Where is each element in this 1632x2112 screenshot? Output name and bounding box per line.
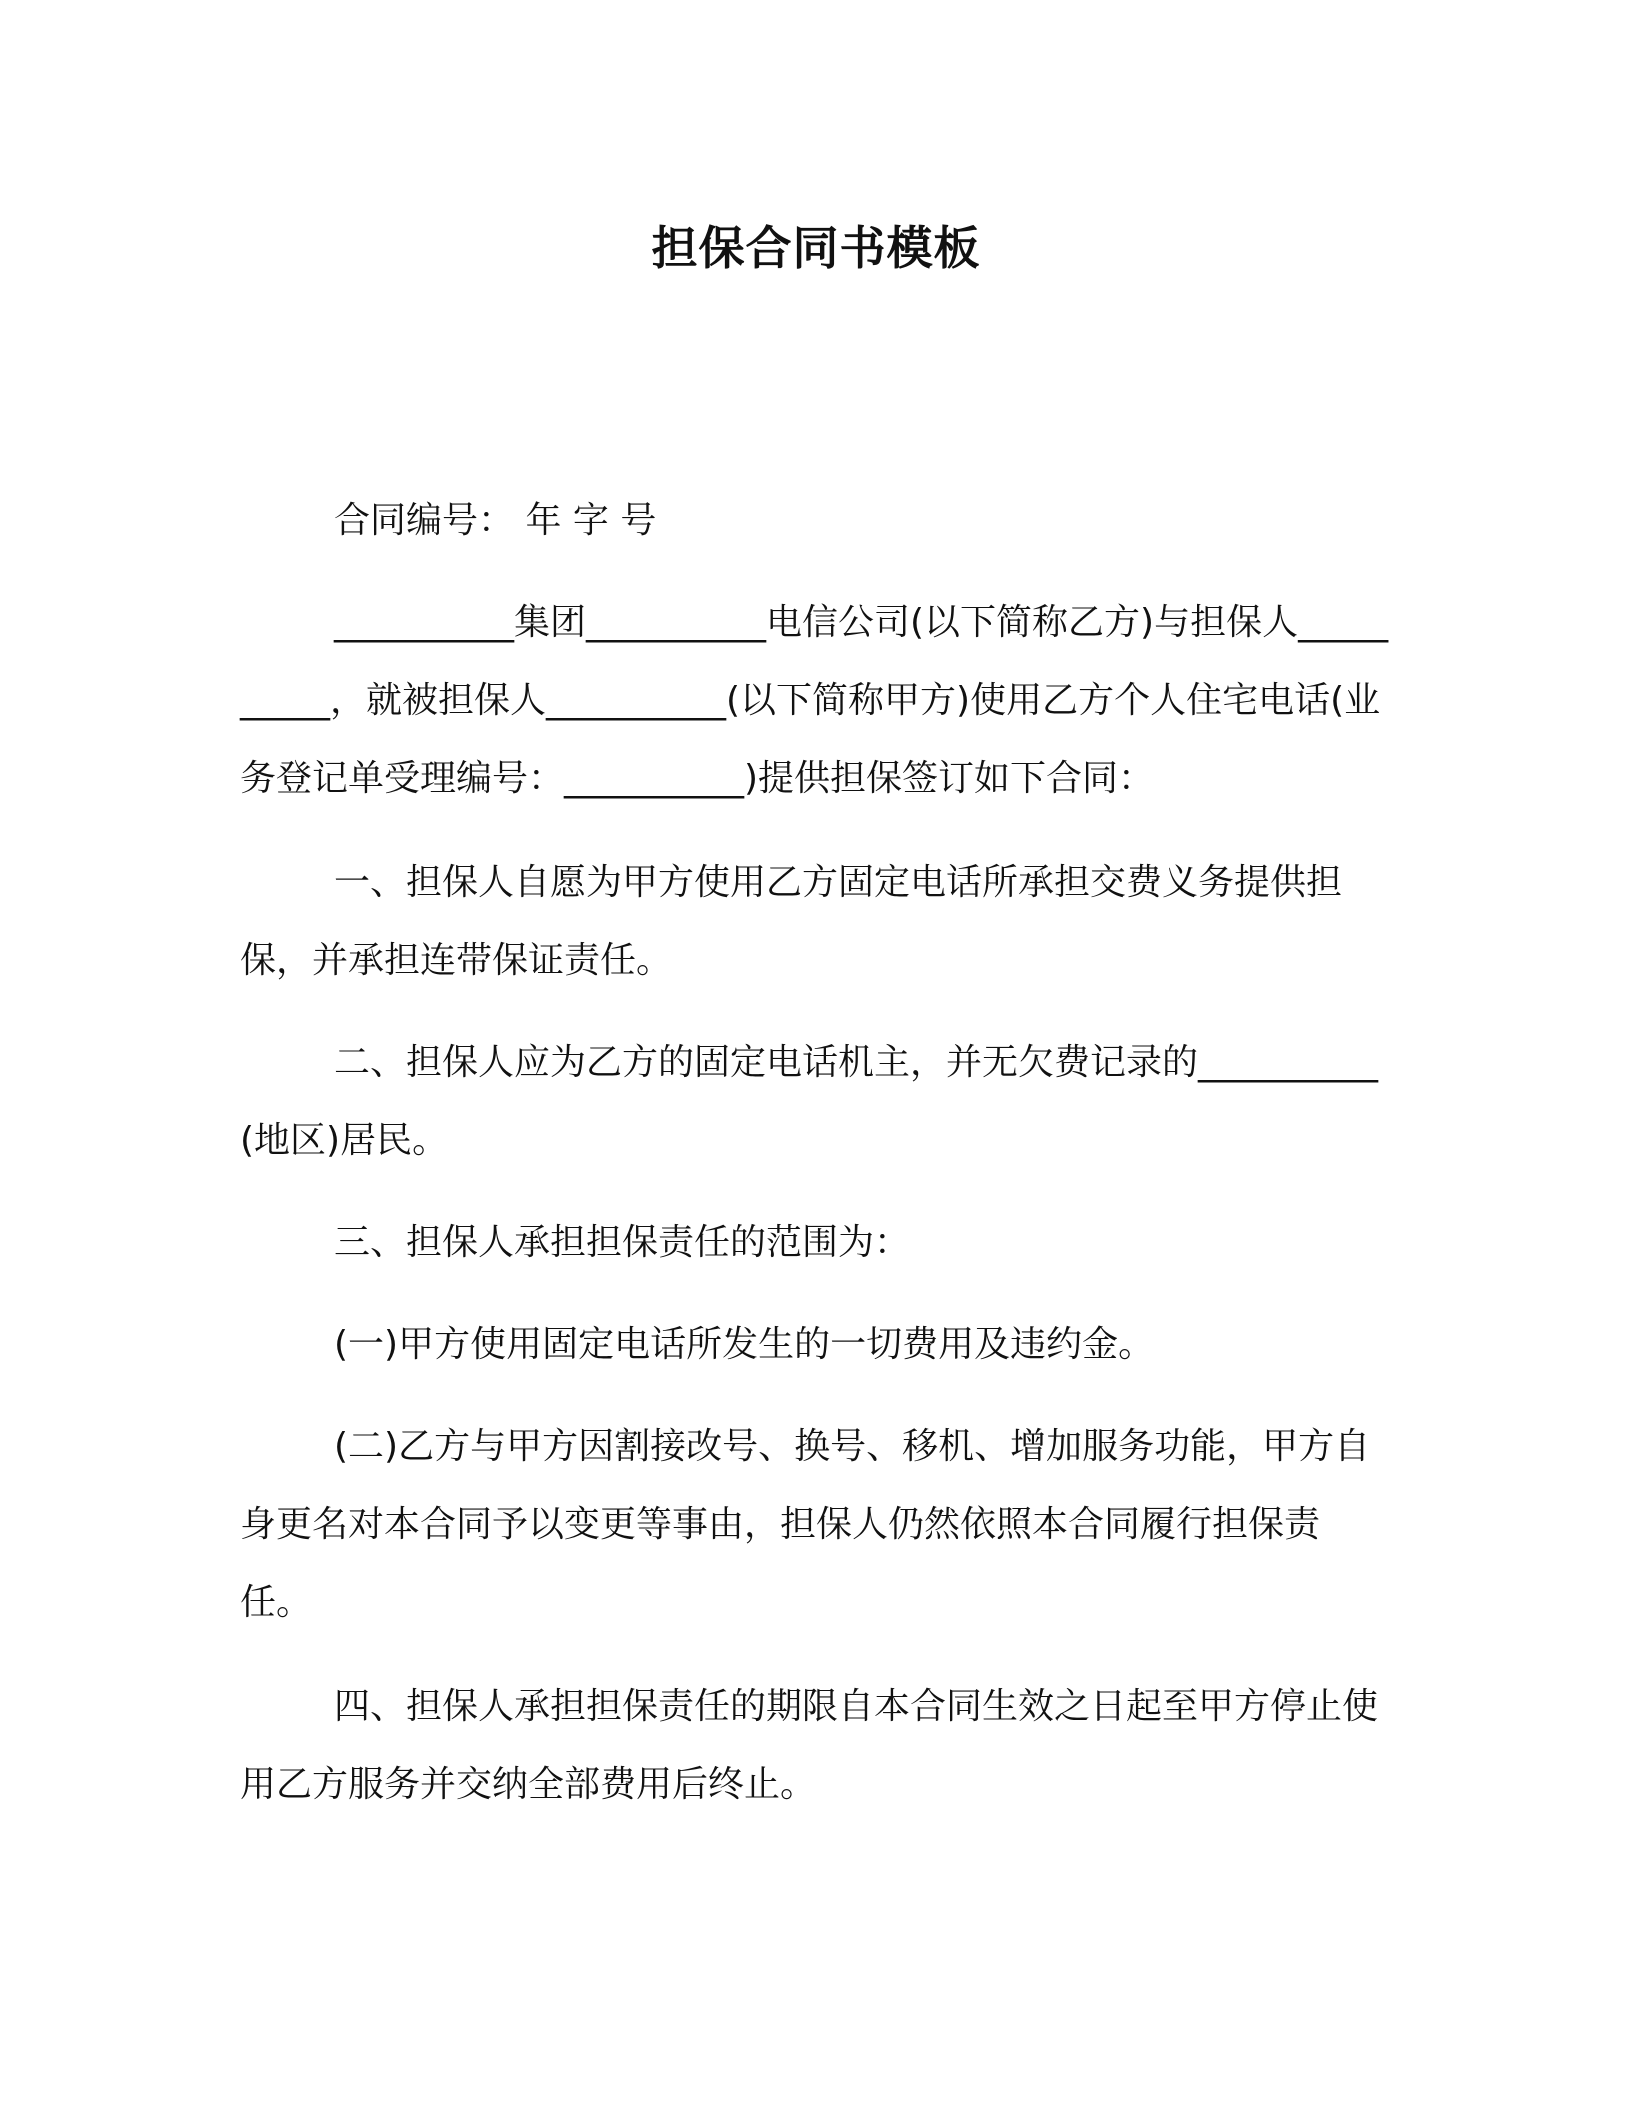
clause-4: 四、担保人承担担保责任的期限自本合同生效之日起至甲方停止使用乙方服务并交纳全部费用后终止。 [240, 1686, 1379, 1805]
clause-3-item-1: (一)甲方使用固定电话所发生的一切费用及违约金。 [334, 1324, 1155, 1365]
clause-2: 二、担保人应为乙方的固定电话机主，并无欠费记录的__________(地区)居民。 [240, 1042, 1379, 1161]
clause-3: 三、担保人承担担保责任的范围为： [334, 1222, 911, 1263]
contract-number-line: 合同编号： 年 字 号 [334, 500, 657, 541]
clause-3-item-2: (二)乙方与甲方因割接改号、换号、移机、增加服务功能，甲方自身更名对本合同予以变更等事由，担保人仍然依照本合同履行担保责任。 [240, 1426, 1371, 1623]
document-title: 担保合同书模板 [651, 221, 981, 275]
intro-paragraph: __________集团__________电信公司(以下简称乙方)与担保人__________，就被担保人__________(以下简称甲方)使用乙方个人住宅电话(业务登记单受理编号：__________)提供担保签订如下合同： [240, 602, 1389, 799]
clause-1: 一、担保人自愿为甲方使用乙方固定电话所承担交费义务提供担保，并承担连带保证责任。 [240, 862, 1343, 981]
